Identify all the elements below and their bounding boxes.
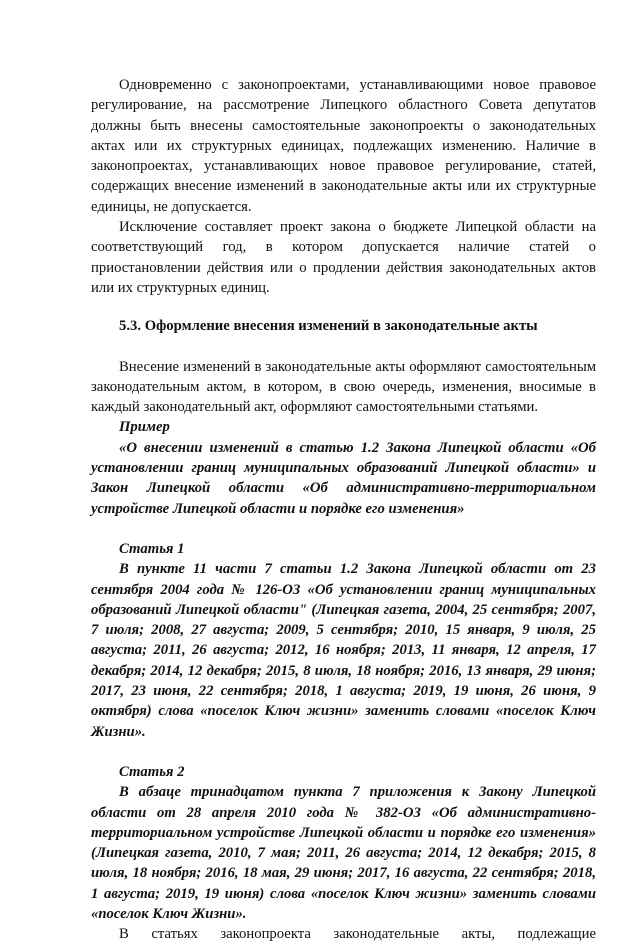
closing-paragraph: В статьях законопроекта законодательные акты, подлежащие bbox=[119, 926, 596, 943]
section-intro-paragraph: Внесение изменений в законодательные акты оформляют самостоятельным законодательным актом, в котором, в свою очередь, изменения, вносимые в каждый законодательный акт, оформляют самостоятельными статьями. bbox=[91, 358, 596, 416]
article-2-text: В абзаце тринадцатом пункта 7 приложения к Закону Липецкой области от 28 апреля 2010 года № 382-ОЗ «Об административно-территориальном устройстве Липецкой области и порядке его изменения» (Липецкая газета, 2010, 7 мая; 2011, 26 августа; 2014, 12 декабря; 2015, 8 июля, 18 ноября; 2016, 18 мая, 29 июня; 2017, 16 августа, 22 сентября; 2018, 1 августа; 2019, 19 июня) слова «поселок Ключ жизни» заменить словами «поселок Ключ Жизни». bbox=[91, 784, 596, 922]
example-law-title: «О внесении изменений в статью 1.2 Закона Липецкой области «Об установлении границ муниципальных образований Липецкой области» и Закон Липецкой области «Об административно-территориальном устройстве Липецкой области и порядке его изменения» bbox=[91, 439, 596, 517]
paragraph-new-regulation: Одновременно с законопроектами, устанавливающими новое правовое регулирование, на рассмотрение Липецкого областного Совета депутатов должны быть внесены самостоятельные законопроекты о законодательных актах или их структурных единицах, подлежащих изменению. Наличие в законопроектах, устанавливающих новое правовое регулирование, статей, содержащих внесение изменений в законодательные акты или их структурные единицы, не допускается. bbox=[91, 77, 596, 215]
spacer bbox=[91, 337, 596, 357]
spacer bbox=[91, 742, 596, 762]
section-heading: 5.3. Оформление внесения изменений в законодательные акты bbox=[119, 318, 538, 335]
article-1-text: В пункте 11 части 7 статьи 1.2 Закона Липецкой области от 23 сентября 2004 года № 126-ОЗ «Об установлении границ муниципальных образований Липецкой области" (Липецкая газета, 2004, 25 сентября; 2007, 7 июля; 2008, 27 августа; 2009, 5 сентября; 2010, 15 января, 9 июля, 25 августа; 2011, 26 августа; 2012, 16 ноября; 2013, 11 января, 12 апреля, 17 декабря; 2014, 12 декабря; 2015, 8 июля, 18 ноября; 2016, 13 января, 29 июня; 2017, 23 июня, 22 сентября; 2018, 1 августа; 2019, 19 июня, 26 июня, 9 октября) слова «поселок Ключ жизни» заменить словами «поселок Ключ Жизни». bbox=[91, 561, 596, 740]
spacer bbox=[91, 519, 596, 539]
article-2-title: Статья 2 bbox=[119, 763, 185, 780]
article-1-title: Статья 1 bbox=[119, 540, 185, 557]
document-content bbox=[91, 75, 596, 945]
paragraph-budget-exception: Исключение составляет проект закона о бюджете Липецкой области на соответствующий год, в котором допускается наличие статей о приостановлении действия или о продлении действия законодательных актов или их структурных единиц. bbox=[91, 219, 596, 296]
example-label: Пример bbox=[119, 419, 170, 436]
spacer bbox=[91, 298, 596, 316]
